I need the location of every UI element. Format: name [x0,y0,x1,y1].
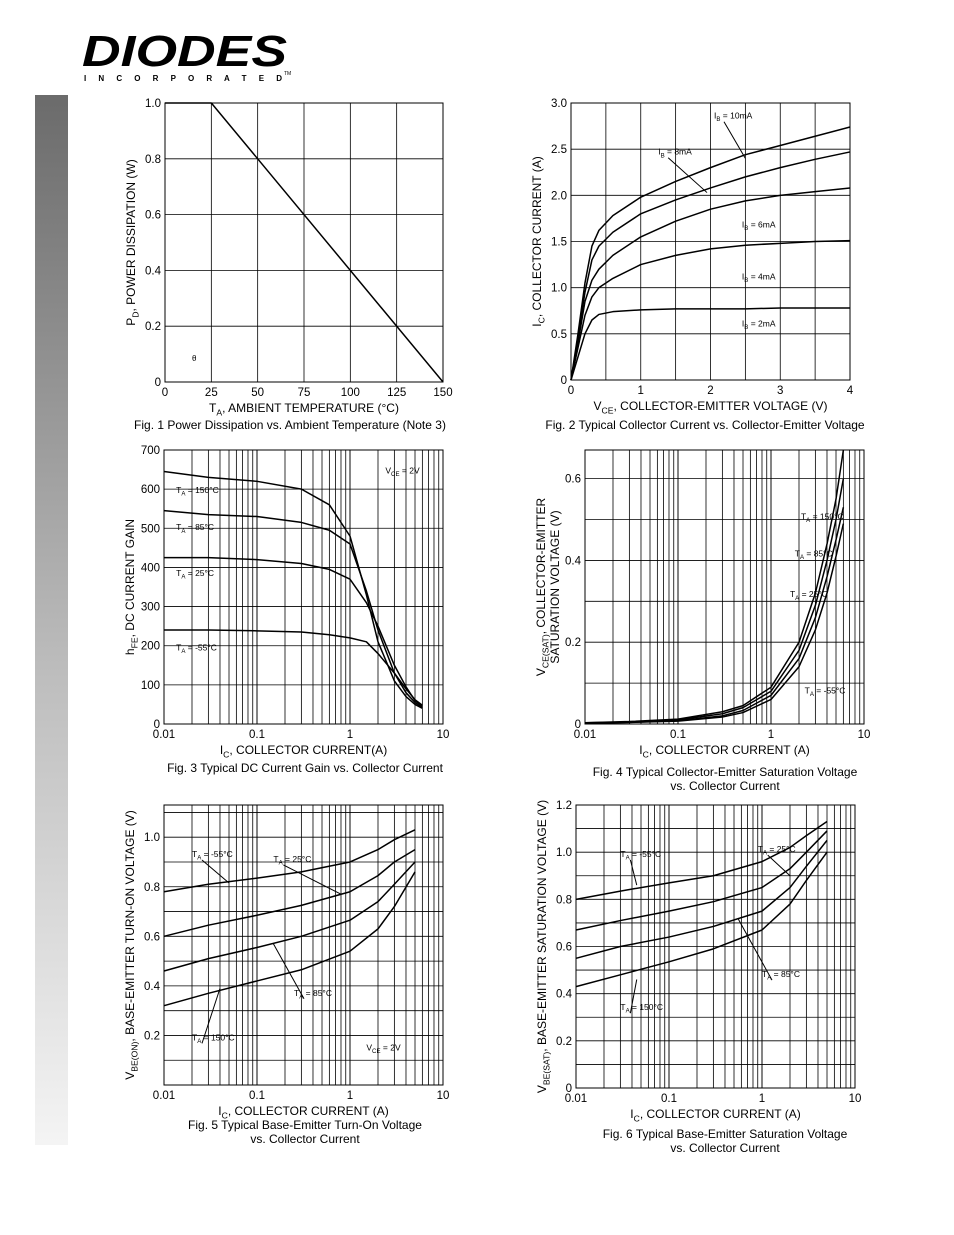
y-axis-label-group [123,810,140,1080]
x-tick-label: 1 [637,385,644,397]
annotation-label: $T_A = -55^\circ C$ [804,685,846,698]
annotation-arrow [724,122,745,159]
y-tick-label: 0.5 [551,328,567,341]
x-tick-label: 1 [346,729,354,741]
y-axis-label: $V_{BE(ON)}$, BASE-EMITTER TURN-ON VOLTAGE (V) [123,810,140,1080]
y-tick-label: 0.4 [145,265,161,278]
y-axis-label: $V_{BE(SAT)}$, BASE-EMITTER SATURATION VOLTAGE (V) [535,799,552,1094]
y-tick-label: 1.0 [145,98,161,110]
annotation-arrow [630,860,636,885]
fig4-series-line [585,450,843,723]
fig5-series-line [164,862,415,971]
fig2-caption: Fig. 2 Typical Collector Current vs. Collector-Emitter Voltage [545,418,865,432]
x-tick-label: 0 [161,387,169,399]
x-tick-label: 3 [777,385,784,397]
fig6-plot [535,800,861,1124]
fig3-series-line [164,511,422,708]
fig3-caption: Fig. 3 Typical DC Current Gain vs. Collector Current [167,761,443,775]
x-axis-label: $I_C$, COLLECTOR CURRENT (A) [639,743,810,760]
x-tick-label: 25 [204,387,218,399]
x-tick-label: 0 [567,385,575,397]
x-tick-label: 0.1 [249,1090,265,1102]
y-tick-label: 600 [140,484,160,497]
x-tick-label: 0.1 [661,1093,677,1105]
annotation-arrow [668,158,707,193]
y-axis-label: $V_{CE(SAT)}$, COLLECTOR-EMITTER [534,497,551,677]
y-tick-label: 0.4 [556,988,572,1001]
fig2-plot [530,98,854,416]
x-axis-label: $I_C$, COLLECTOR CURRENT (A) [630,1107,801,1124]
y-tick-label: 0.8 [145,153,161,166]
y-tick-label: 500 [140,523,160,536]
y-tick-label: 1.0 [551,282,567,295]
x-tick-label: 0.01 [152,1090,176,1102]
y-tick-label: 0 [153,719,160,731]
y-tick-label: 2.5 [551,144,567,157]
fig5-caption: Fig. 5 Typical Base-Emitter Turn-On Voltage vs. Collector Current [188,1118,422,1146]
annotation-label: $V_{CE} = 2V$ [366,1042,401,1055]
fig4-plot [534,450,870,760]
fig1-plot [124,98,453,418]
x-tick-label: 1 [346,1090,354,1102]
annotation-label: $T_A = -55^\circ C$ [620,848,662,862]
fig6-caption: Fig. 6 Typical Base-Emitter Saturation Voltage vs. Collector Current [602,1127,848,1155]
fig1-note: θ [192,354,197,363]
y-tick-label: 0 [574,719,581,731]
y-tick-label: 200 [140,640,160,653]
x-tick-label: 0.1 [670,729,686,741]
x-tick-label: 4 [846,385,854,397]
fig6-series-line [576,852,827,986]
x-tick-label: 125 [387,387,407,399]
y-tick-label: 0.8 [144,881,160,894]
annotation-label: $T_A = 25^\circ C$ [757,844,796,857]
y-axis-label-line2: SATURATION VOLTAGE (V) [548,510,562,664]
y-tick-label: 1.0 [144,832,160,845]
y-tick-label: 0.6 [145,209,161,222]
x-tick-label: 2 [707,385,714,397]
y-tick-label: 1.2 [556,800,572,812]
annotation-label: $I_B = 8mA$ [658,146,692,160]
y-tick-label: 0.6 [144,931,160,944]
fig3-plot [123,445,449,760]
y-tick-label: 0 [560,375,567,387]
y-tick-label: 0.2 [144,1030,160,1043]
fig5-plot [123,805,449,1121]
annotation-label: $T_A = 85^\circ C$ [176,522,215,535]
annotation-label: $T_A = 150^\circ C$ [191,1032,235,1045]
y-tick-label: 0.8 [556,894,572,907]
y-tick-label: 1.5 [551,236,567,249]
annotation-label: $T_A = -55^\circ C$ [176,642,217,655]
x-axis-label: $V_{CE}$, COLLECTOR-EMITTER VOLTAGE (V) [593,399,828,416]
logo-tm-text: TM [284,71,292,77]
fig3-series-line [164,472,422,709]
y-tick-label: 100 [140,679,160,692]
y-tick-label: 1.0 [556,847,572,860]
y-tick-label: 0 [154,377,161,389]
y-tick-label: 0.2 [556,1035,572,1048]
x-tick-label: 0.01 [152,729,176,741]
annotation-label: $T_A = -55^\circ C$ [191,849,233,862]
y-axis-label-group [123,519,140,655]
annotation-label: $I_B = 2mA$ [741,318,776,331]
y-tick-label: 300 [140,601,160,614]
annotation-label: $I_B = 4mA$ [741,271,776,284]
x-axis-label: $I_C$, COLLECTOR CURRENT(A) [219,743,388,760]
annotation-arrow [202,860,229,883]
annotation-label: $T_A = 85^\circ C$ [794,548,833,561]
x-tick-label: 0.01 [564,1093,588,1105]
x-tick-label: 150 [433,387,453,399]
plot-frame [164,805,443,1085]
y-axis-label: $P_D$, POWER DISSIPATION (W) [124,159,141,326]
annotation-label: $V_{CE} = 2V$ [385,465,420,479]
x-tick-label: 0.01 [573,729,597,741]
y-tick-label: 0.6 [565,473,581,486]
annotation-label: $I_B = 10mA$ [713,110,753,124]
annotation-arrow [768,855,790,876]
x-tick-label: 1 [767,729,775,741]
annotation-label: $T_A = 25^\circ C$ [176,568,215,581]
y-tick-label: 0 [565,1083,572,1095]
annotation-label: $I_B = 6mA$ [741,219,776,233]
annotation-label: $T_A = 85^\circ C$ [294,987,332,1001]
annotation-label: $T_A = 25^\circ C$ [789,589,828,602]
annotation-arrow [273,944,304,999]
y-axis-label-group [534,498,562,677]
annotation-label: $T_A = 150^\circ C$ [620,1002,664,1015]
x-tick-label: 10 [848,1093,862,1105]
fig4-caption: Fig. 4 Typical Collector-Emitter Saturation Voltage vs. Collector Current [592,765,858,793]
x-tick-label: 75 [297,387,311,399]
y-tick-label: 700 [140,445,160,457]
y-axis-label: $I_C$, COLLECTOR CURRENT (A) [530,156,547,327]
annotation-label: $T_A = 85^\circ C$ [762,969,800,982]
y-axis-label-group [124,159,141,325]
y-tick-label: 0.6 [556,941,572,954]
x-tick-label: 10 [436,729,450,741]
y-axis-label-group [530,156,547,327]
x-axis-label: $T_A$, AMBIENT TEMPERATURE (°C) [209,401,399,418]
annotation-label: $T_A = 25^\circ C$ [273,853,312,867]
x-tick-label: 10 [857,729,871,741]
y-tick-label: 400 [140,562,160,575]
y-tick-label: 0.2 [145,321,161,334]
y-axis-label-group [535,800,552,1093]
x-tick-label: 10 [436,1090,450,1102]
y-tick-label: 2.0 [551,190,567,203]
x-tick-label: 1 [758,1093,766,1105]
annotation-label: $T_A = 150^\circ C$ [800,511,844,525]
fig1-caption: Fig. 1 Power Dissipation vs. Ambient Temperature (Note 3) [134,418,446,432]
y-axis-label: $h_{FE}$, DC CURRENT GAIN [123,518,140,656]
y-tick-label: 0.2 [565,637,581,650]
x-tick-label: 100 [340,387,360,399]
x-tick-label: 50 [251,387,265,399]
y-tick-label: 0.4 [144,980,160,993]
logo-sub-text: I N C O R P O R A T E D [84,74,282,83]
annotation-label: $T_A = 150^\circ C$ [176,485,219,498]
y-tick-label: 0.4 [565,555,581,568]
x-tick-label: 0.1 [249,729,265,741]
y-tick-label: 3.0 [551,98,567,110]
logo-main-text: DIODES [82,28,287,76]
x-axis-label: $I_C$, COLLECTOR CURRENT (A) [218,1104,389,1121]
